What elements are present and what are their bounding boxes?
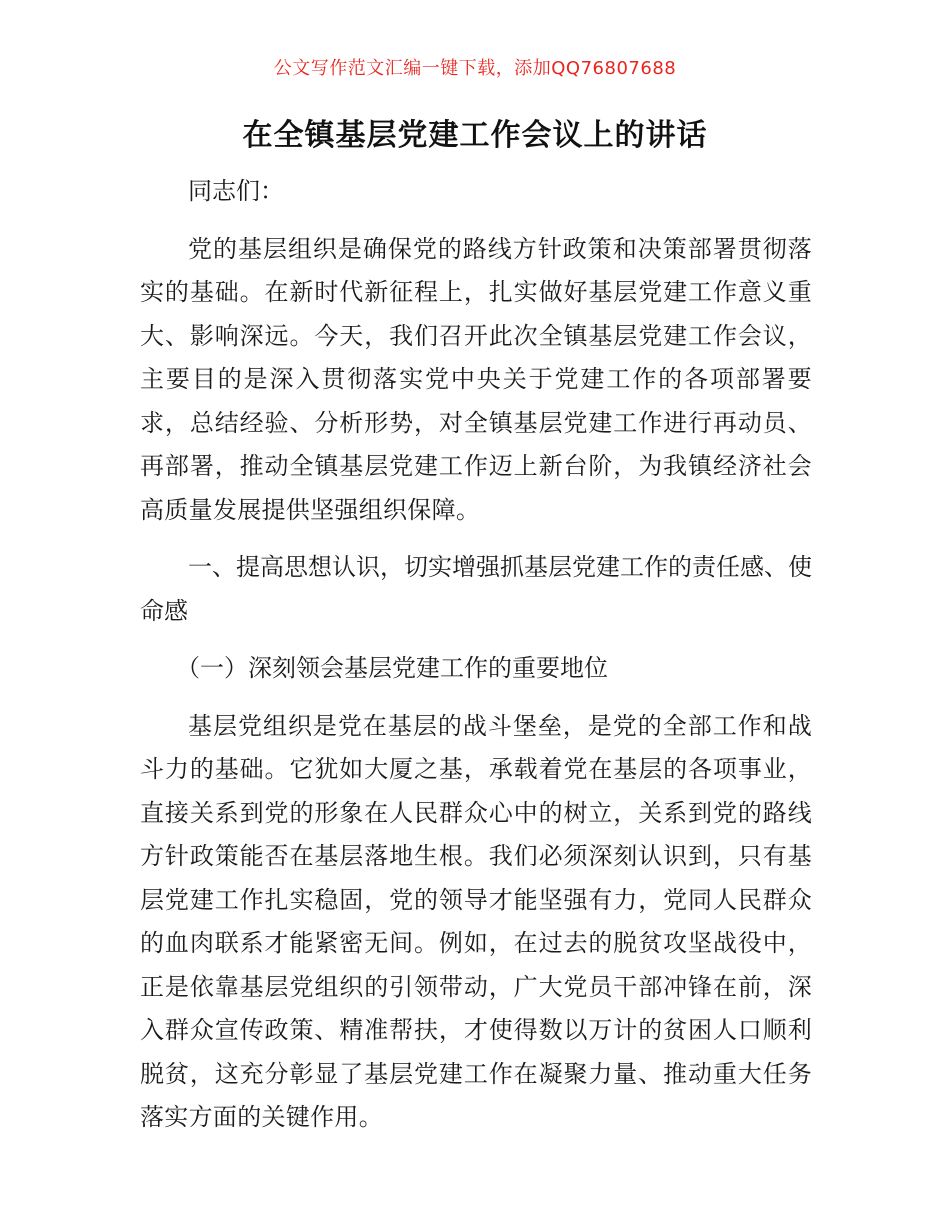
document-title: 在全镇基层党建工作会议上的讲话	[242, 118, 708, 153]
section-heading-1: 一、提高思想认识，切实增强抓基层党建工作的责任感、使命感	[140, 553, 812, 625]
document-body	[140, 170, 812, 1140]
intro-paragraph: 党的基层组织是确保党的路线方针政策和决策部署贯彻落实的基础。在新时代新征程上，扎实做好基层党建工作意义重大、影响深远。今天，我们召开此次全镇基层党建工作会议，主要目的是深入贯彻落实党中央关于党建工作的各项部署要求，总结经验、分析形势，对全镇基层党建工作进行再动员、再部署，推动全镇基层党建工作迈上新台阶，为我镇经济社会高质量发展提供坚强组织保障。	[140, 234, 812, 524]
subsection-heading-1: （一）深刻领会基层党建工作的重要地位	[176, 654, 608, 682]
subsection-paragraph-1: 基层党组织是党在基层的战斗堡垒，是党的全部工作和战斗力的基础。它犹如大厦之基，承载着党在基层的各项事业，直接关系到党的形象在人民群众心中的树立，关系到党的路线方针政策能否在基层落地生根。我们必须深刻认识到，只有基层党建工作扎实稳固，党的领导才能坚强有力，党同人民群众的血肉联系才能紧密无间。例如，在过去的脱贫攻坚战役中，正是依靠基层党组织的引领带动，广大党员干部冲锋在前，深入群众宣传政策、精准帮扶，才使得数以万计的贫困人口顺利脱贫，这充分彰显了基层党建工作在凝聚力量、推动重大任务落实方面的关键作用。	[140, 711, 812, 1131]
salutation: 同志们：	[188, 177, 284, 205]
header-ad-text[interactable]: 公文写作范文汇编一键下载，添加QQ76807688	[273, 58, 677, 79]
